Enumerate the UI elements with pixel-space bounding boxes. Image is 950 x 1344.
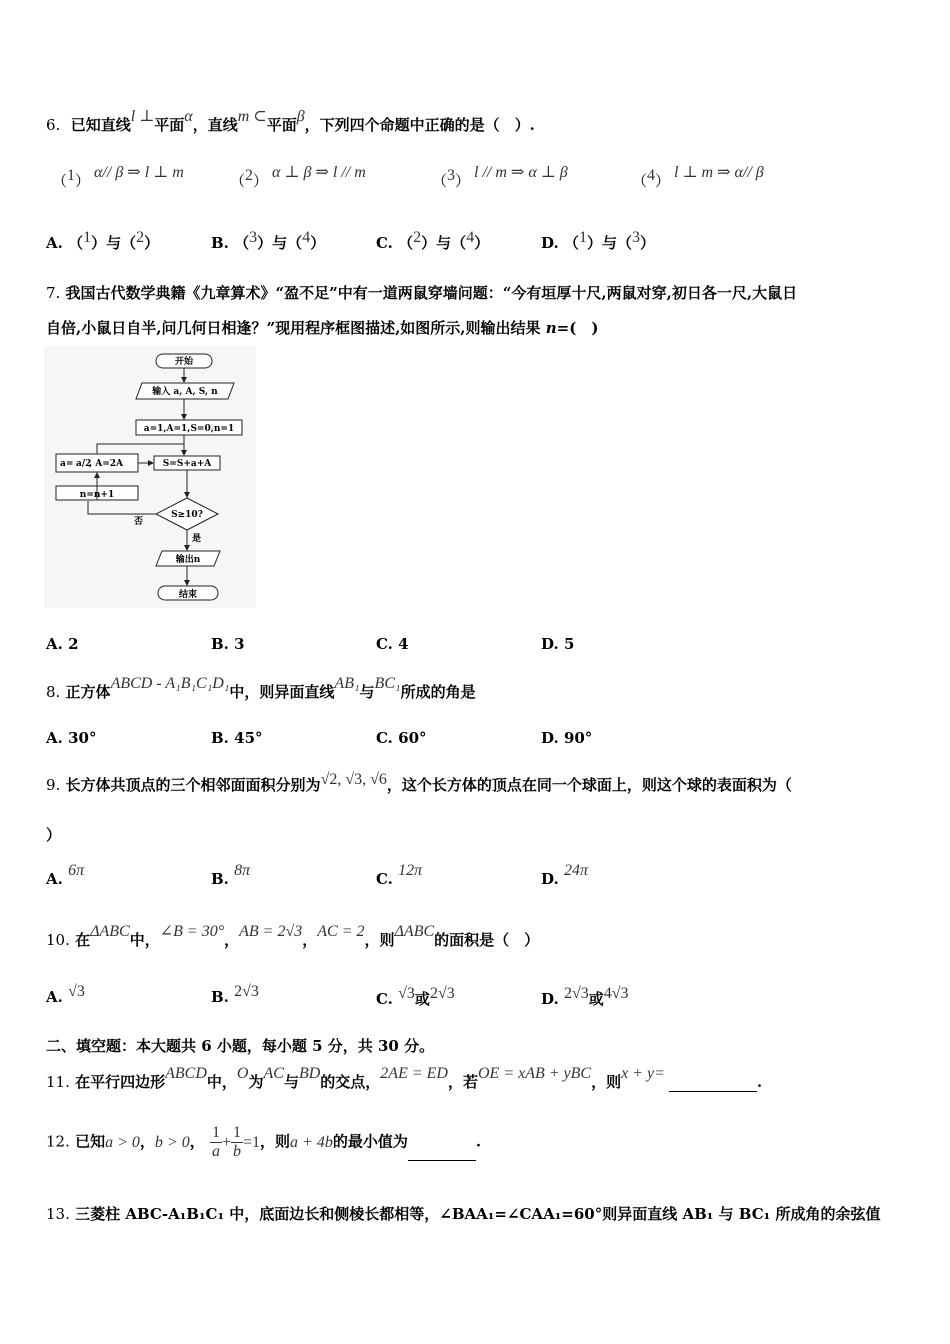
q7-stem-line1: 7. 我国古代数学典籍《九章算术》“盈不足”中有一道两鼠穿墙问题：“今有垣厚十尺,两鼠对穿,初日各一尺,大鼠日 xyxy=(46,284,798,302)
flow-cond-text: S≥10? xyxy=(171,510,203,520)
q9-option-d[interactable]: D. 24π xyxy=(541,862,588,888)
q9-stem: 9. 长方体共顶点的三个相邻面面积分别为√2, √3, √6，这个长方体的顶点在同一个球面上，则这个球的表面积为（ xyxy=(46,771,792,794)
q10-option-b[interactable]: B. 2√3 xyxy=(211,983,259,1006)
q8-option-c[interactable]: C. 60° xyxy=(376,729,427,747)
q7-stem-line2: 自倍,小鼠日自半,问几何日相逢？”现用程序框图描述,如图所示,则输出结果 n=( ) xyxy=(46,319,599,337)
flow-input-text: 输入 a, A, S, n xyxy=(152,387,218,397)
q6-option-d[interactable]: D. （1）与（3） xyxy=(541,229,655,252)
q9-close: ） xyxy=(46,826,62,844)
q7-option-d[interactable]: D. 5 xyxy=(541,635,575,653)
q9-option-c[interactable]: C. 12π xyxy=(376,862,423,888)
q13-number: 13. xyxy=(46,1205,70,1223)
q6-text-4: 平面 xyxy=(266,116,297,134)
q12-answer-blank[interactable] xyxy=(408,1160,476,1161)
flow-update-a-pre: a= xyxy=(60,459,74,469)
q7-option-b[interactable]: B. 3 xyxy=(211,635,245,653)
q7-number: 7. xyxy=(46,284,61,302)
flow-update-a-post: , A=2A xyxy=(89,459,124,469)
q6-text-1: 已知直线 xyxy=(70,116,131,134)
q9-option-a[interactable]: A. 6π xyxy=(46,862,85,888)
q11-answer-blank[interactable] xyxy=(669,1091,757,1092)
q13-stem: 13. 三菱柱 ABC-A₁B₁C₁ 中，底面边长和侧棱长都相等，∠BAA₁=∠CAA₁=60°则异面直线 AB₁ 与 BC₁ 所成角的余弦值 xyxy=(46,1205,881,1223)
q12-frac-1: $\frac{1}{a}$ xyxy=(211,1124,220,1160)
q6-prop-4: （4） l ⊥ m ⇒ α// β xyxy=(632,164,764,190)
section2-title: 二、填空题：本大题共 6 小题，每小题 5 分，共 30 分。 xyxy=(46,1037,435,1055)
q6-math-3: m ⊂ xyxy=(237,108,267,125)
q6-math-1: l ⊥ xyxy=(130,108,155,125)
flow-output-text: 输出n xyxy=(175,555,201,565)
q8-option-d[interactable]: D. 90° xyxy=(541,729,593,747)
flow-end-text: 结束 xyxy=(178,590,198,600)
q6-number: 6. xyxy=(46,116,61,134)
q6-option-a[interactable]: A. （1）与（2） xyxy=(46,229,160,252)
q8-stem: 8. 正方体ABCD - A₁B₁C₁D₁中，则异面直线AB₁与BC₁所成的角是 xyxy=(46,675,476,701)
q8-number: 8. xyxy=(46,683,61,701)
q6-text-5: ，下列四个命题中正确的是（ ）. xyxy=(304,116,535,134)
q6-option-c[interactable]: C. （2）与（4） xyxy=(376,229,490,252)
q10-option-a[interactable]: A. √3 xyxy=(46,983,85,1006)
q7-option-c[interactable]: C. 4 xyxy=(376,635,409,653)
q6-option-b[interactable]: B. （3）与（4） xyxy=(211,229,326,252)
q6-prop-1: （1） α// β ⇒ l ⊥ m xyxy=(52,164,184,190)
flow-init-text: a=1,A=1,S=0,n=1 xyxy=(143,424,235,434)
flowchart xyxy=(44,346,256,608)
flow-update-a-frac: a/2 xyxy=(76,459,92,469)
flow-start-text: 开始 xyxy=(174,357,194,367)
q6-prop-2: （2） α ⊥ β ⇒ l // m xyxy=(230,164,366,190)
q6-text-2: 平面 xyxy=(154,116,185,134)
q6-text-3: ，直线 xyxy=(192,116,238,134)
q8-option-a[interactable]: A. 30° xyxy=(46,729,97,747)
q9-option-b[interactable]: B. 8π xyxy=(211,862,251,888)
q6-stem xyxy=(46,108,535,135)
q9-number: 9. xyxy=(46,776,61,794)
q12-frac-2: $\frac{1}{b}$ xyxy=(233,1124,241,1160)
q10-number: 10. xyxy=(46,931,70,949)
q11-stem: 11. 在平行四边形ABCD中，O为AC与BD的交点，2AE = ED，若OE = xAB + yBC，则x + y= . xyxy=(46,1065,763,1091)
q11-number: 11. xyxy=(46,1073,70,1091)
q7-option-a[interactable]: A. 2 xyxy=(46,635,79,653)
q10-stem: 10. 在ΔABC中，∠B = 30°，AB = 2√3，AC = 2，则ΔABC的面积是（ ） xyxy=(46,923,540,949)
q8-option-b[interactable]: B. 45° xyxy=(211,729,263,747)
q6-math-2: α xyxy=(184,108,193,125)
q10-option-d[interactable]: D. 2√3或4√3 xyxy=(541,985,629,1008)
flow-yes-label: 是 xyxy=(192,534,202,544)
flow-no-label: 否 xyxy=(134,517,144,527)
q12-stem: 12. 已知a > 0，b > 0， $\frac{1}{a}$ + $\frac{1}{b}$ =1，则a + 4b的最小值为 . xyxy=(46,1124,482,1160)
q12-number: 12. xyxy=(46,1132,70,1151)
q6-math-4: β xyxy=(296,108,305,125)
q6-prop-3: （3） l // m ⇒ α ⊥ β xyxy=(432,164,568,190)
q10-option-c[interactable]: C. √3或2√3 xyxy=(376,985,455,1008)
flow-update-s-text: S=S+a+A xyxy=(162,459,212,469)
flow-incr-text: n=n+1 xyxy=(79,490,115,500)
